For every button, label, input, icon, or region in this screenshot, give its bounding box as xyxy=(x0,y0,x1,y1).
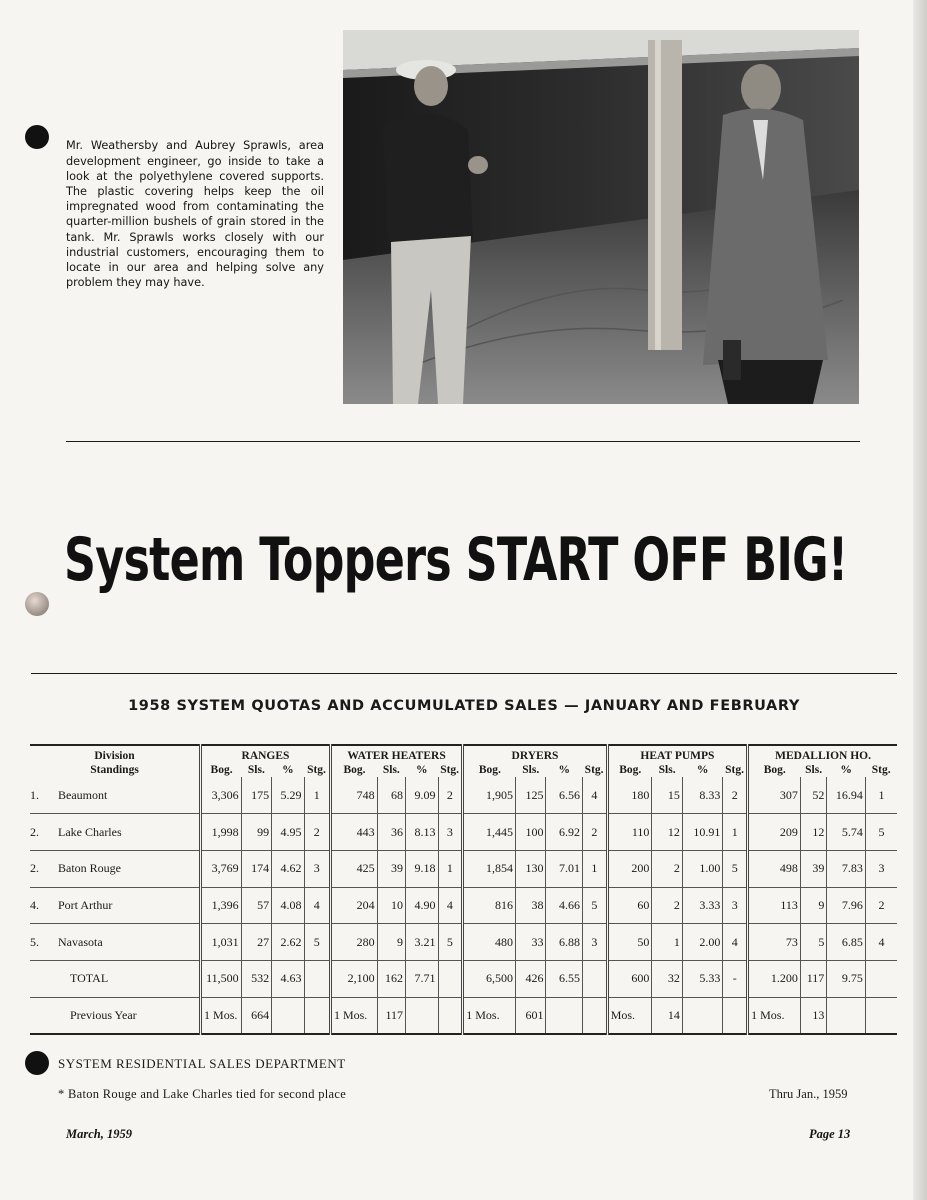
table-cell: 4 xyxy=(438,887,463,924)
table-cell: 7.83 xyxy=(827,850,866,887)
table-cell: 174 xyxy=(241,850,271,887)
table-cell: 5 xyxy=(438,924,463,961)
table-cell: 110 xyxy=(607,814,652,851)
table-cell: 280 xyxy=(330,924,377,961)
table-cell: 1,031 xyxy=(201,924,242,961)
table-row xyxy=(30,887,897,924)
table-cell: 1.00 xyxy=(682,850,723,887)
table-cell: 532 xyxy=(241,960,271,997)
table-cell: 5.29 xyxy=(272,777,304,814)
table-cell: 27 xyxy=(241,924,271,961)
table-cell: 39 xyxy=(800,850,826,887)
table-cell: 601 xyxy=(516,997,546,1034)
subheader-cell: Bog. xyxy=(463,763,516,777)
sales-table xyxy=(30,744,897,1035)
table-cell xyxy=(827,997,866,1034)
table-cell: 2 xyxy=(583,814,608,851)
table-cell: 3,306 xyxy=(201,777,242,814)
table-cell: 3.21 xyxy=(406,924,438,961)
issue-date: March, 1959 xyxy=(66,1127,132,1141)
subheader-cell: Stg. xyxy=(584,764,604,776)
division-rank: 2. xyxy=(30,824,39,839)
group-header-dryers: DRYERS xyxy=(463,745,607,763)
table-row xyxy=(30,814,897,851)
binder-hole-top xyxy=(25,125,49,149)
table-cell: 60 xyxy=(607,887,652,924)
table-cell: 3 xyxy=(865,850,897,887)
table-cell: 50 xyxy=(607,924,652,961)
table-cell: 11,500 xyxy=(201,960,242,997)
division-rank: 2. xyxy=(30,861,39,876)
table-cell: 1,905 xyxy=(463,777,516,814)
thru-date: Thru Jan., 1959 xyxy=(769,1087,848,1101)
table-cell: 12 xyxy=(652,814,682,851)
table-cell: 8.33 xyxy=(682,777,723,814)
table-cell xyxy=(546,997,583,1034)
table-cell: 10.91 xyxy=(682,814,723,851)
table-cell: 1 Mos. xyxy=(201,997,242,1034)
table-title: 1958 SYSTEM QUOTAS AND ACCUMULATED SALES — JANUARY AND FEBRUARY xyxy=(128,698,800,714)
table-cell: 2.00 xyxy=(682,924,723,961)
division-header-line2: Standings xyxy=(90,764,139,776)
table-row xyxy=(30,960,897,997)
table-cell: 1 Mos. xyxy=(748,997,801,1034)
table-cell: 113 xyxy=(748,887,801,924)
table-cell: 5.33 xyxy=(682,960,723,997)
table-cell: 2 xyxy=(865,887,897,924)
table-cell: 5 xyxy=(800,924,826,961)
table-cell: 3.33 xyxy=(682,887,723,924)
table-cell: 2 xyxy=(438,777,463,814)
table-cell: 2 xyxy=(652,887,682,924)
table-cell: 4.90 xyxy=(406,887,438,924)
table-cell: 3,769 xyxy=(201,850,242,887)
table-cell: 200 xyxy=(607,850,652,887)
division-cell xyxy=(30,997,201,1034)
table-cell: 425 xyxy=(330,850,377,887)
table-cell xyxy=(583,960,608,997)
table-cell: 1,998 xyxy=(201,814,242,851)
table-cell: 175 xyxy=(241,777,271,814)
table-cell: 1 xyxy=(583,850,608,887)
table-cell: 4.63 xyxy=(272,960,304,997)
table-cell xyxy=(406,997,438,1034)
table-cell: 125 xyxy=(516,777,546,814)
table-cell: 1 xyxy=(304,777,330,814)
table-cell: 1,445 xyxy=(463,814,516,851)
subheader-cell: % xyxy=(696,764,709,776)
table-cell: 99 xyxy=(241,814,271,851)
table-cell: 443 xyxy=(330,814,377,851)
department-name: SYSTEM RESIDENTIAL SALES DEPARTMENT xyxy=(58,1056,346,1071)
table-cell: 816 xyxy=(463,887,516,924)
page-number: Page 13 xyxy=(809,1127,851,1141)
subheader-cell: Stg. xyxy=(440,764,460,776)
table-cell: 13 xyxy=(800,997,826,1034)
division-cell xyxy=(30,850,201,887)
table-cell: 15 xyxy=(652,777,682,814)
table-cell: 2 xyxy=(652,850,682,887)
division-name: Previous Year xyxy=(70,1007,137,1022)
table-cell: 1 Mos. xyxy=(330,997,377,1034)
photo-illustration xyxy=(343,30,859,404)
division-cell xyxy=(30,814,201,851)
table-cell xyxy=(723,997,748,1034)
table-cell: 162 xyxy=(377,960,405,997)
table-cell: 1.200 xyxy=(748,960,801,997)
table-cell: 4.62 xyxy=(272,850,304,887)
table-cell: 3 xyxy=(723,887,748,924)
table-cell: 57 xyxy=(241,887,271,924)
table-cell: 5.74 xyxy=(827,814,866,851)
subheader-cell: Sls. xyxy=(658,764,676,776)
table-cell: 8.13 xyxy=(406,814,438,851)
table-cell: 1 xyxy=(438,850,463,887)
table-cell: 52 xyxy=(800,777,826,814)
table-cell: 36 xyxy=(377,814,405,851)
table-cell: 6,500 xyxy=(463,960,516,997)
table-cell: 117 xyxy=(377,997,405,1034)
table-cell: 39 xyxy=(377,850,405,887)
table-cell: 426 xyxy=(516,960,546,997)
subheader-cell: Sls. xyxy=(805,764,823,776)
table-cell: 9.75 xyxy=(827,960,866,997)
subheader-cell: Bog. xyxy=(748,763,801,777)
table-cell: 7.71 xyxy=(406,960,438,997)
division-cell xyxy=(30,887,201,924)
table-cell: 748 xyxy=(330,777,377,814)
table-row xyxy=(30,997,897,1034)
subheader-cell: Stg. xyxy=(871,764,891,776)
table-cell: 3 xyxy=(304,850,330,887)
division-name: Port Arthur xyxy=(58,897,113,912)
divider-lower xyxy=(31,673,897,674)
table-cell: 3 xyxy=(583,924,608,961)
division-name: Lake Charles xyxy=(58,824,122,839)
division-cell xyxy=(30,924,201,961)
table-cell: 2 xyxy=(723,777,748,814)
table-cell xyxy=(438,997,463,1034)
tie-footnote: * Baton Rouge and Lake Charles tied for second place xyxy=(58,1087,347,1101)
table-cell: - xyxy=(723,960,748,997)
table-cell: 9.18 xyxy=(406,850,438,887)
table-cell: 68 xyxy=(377,777,405,814)
subheader-cell: Stg. xyxy=(307,764,326,776)
table-cell: 209 xyxy=(748,814,801,851)
divider-upper xyxy=(66,441,860,442)
table-cell: 33 xyxy=(516,924,546,961)
table-cell: 9 xyxy=(800,887,826,924)
table-cell xyxy=(865,960,897,997)
table-cell xyxy=(682,997,723,1034)
table-cell: 9.09 xyxy=(406,777,438,814)
table-cell: 5 xyxy=(583,887,608,924)
photo-caption: Mr. Weathersby and Aubrey Sprawls, area development engineer, go inside to take a look at the polyethylene covered supports. The plastic covering helps keep the oil impregnated wood from contaminating the quarter-million bushels of grain stored in the tank. Mr. Sprawls works closely with our industrial customers, encouraging them to locate in our area and helping solve any problem they may have. xyxy=(66,139,324,290)
subheader-cell: % xyxy=(416,764,428,776)
table-cell: 498 xyxy=(748,850,801,887)
table-cell: 1 xyxy=(865,777,897,814)
table-cell xyxy=(272,997,304,1034)
table-cell: 6.56 xyxy=(546,777,583,814)
table-cell: Mos. xyxy=(607,997,652,1034)
table-cell: 5 xyxy=(723,850,748,887)
subheader-cell: % xyxy=(558,764,570,776)
table-cell: 130 xyxy=(516,850,546,887)
table-row xyxy=(30,850,897,887)
table-cell: 5 xyxy=(865,814,897,851)
table-cell: 2 xyxy=(304,814,330,851)
table-cell: 1 Mos. xyxy=(463,997,516,1034)
subheader-cell: Sls. xyxy=(247,764,265,776)
table-cell: 117 xyxy=(800,960,826,997)
subheader-cell: % xyxy=(840,764,852,776)
table-cell: 4 xyxy=(865,924,897,961)
subheader-cell: Sls. xyxy=(382,764,400,776)
table-cell: 10 xyxy=(377,887,405,924)
table-cell: 38 xyxy=(516,887,546,924)
subheader-cell: Bog. xyxy=(607,763,652,777)
table-cell: 480 xyxy=(463,924,516,961)
division-cell xyxy=(30,960,201,997)
group-header-ranges: RANGES xyxy=(201,745,331,763)
table-cell: 7.96 xyxy=(827,887,866,924)
table-cell: 4 xyxy=(304,887,330,924)
table-cell: 9 xyxy=(377,924,405,961)
table-cell: 2,100 xyxy=(330,960,377,997)
subheader-cell: Bog. xyxy=(330,763,377,777)
table-cell xyxy=(865,997,897,1034)
table-cell: 4.66 xyxy=(546,887,583,924)
division-rank: 1. xyxy=(30,787,39,802)
table-cell: 664 xyxy=(241,997,271,1034)
table-cell: 1,396 xyxy=(201,887,242,924)
table-cell: 600 xyxy=(607,960,652,997)
table-cell: 4.95 xyxy=(272,814,304,851)
division-rank: 5. xyxy=(30,934,39,949)
table-cell: 6.85 xyxy=(827,924,866,961)
table-cell: 204 xyxy=(330,887,377,924)
division-name: Baton Rouge xyxy=(58,861,121,876)
table-cell: 32 xyxy=(652,960,682,997)
binder-hole-middle xyxy=(25,592,49,616)
table-cell: 2.62 xyxy=(272,924,304,961)
table-cell: 5 xyxy=(304,924,330,961)
subheader-cell: Sls. xyxy=(522,764,540,776)
subheader-cell: % xyxy=(282,764,294,776)
table-cell xyxy=(304,997,330,1034)
table-cell xyxy=(583,997,608,1034)
group-header-medallion: MEDALLION HO. xyxy=(748,745,897,763)
binder-hole-bottom xyxy=(25,1051,49,1075)
division-name: Navasota xyxy=(58,934,103,949)
photo-two-men-in-grain-tank xyxy=(343,30,859,404)
headline: System Toppers START OFF BIG! xyxy=(64,525,848,595)
table-cell: 180 xyxy=(607,777,652,814)
table-row xyxy=(30,777,897,814)
table-cell: 14 xyxy=(652,997,682,1034)
table-cell: 3 xyxy=(438,814,463,851)
table-cell: 1,854 xyxy=(463,850,516,887)
subheader-cell: Stg. xyxy=(725,764,744,776)
table-cell xyxy=(438,960,463,997)
table-cell: 12 xyxy=(800,814,826,851)
division-cell xyxy=(30,777,201,814)
table-cell: 4 xyxy=(723,924,748,961)
table-cell: 6.88 xyxy=(546,924,583,961)
table-cell: 4 xyxy=(583,777,608,814)
table-cell: 7.01 xyxy=(546,850,583,887)
subheader-cell: Bog. xyxy=(201,763,242,777)
table-cell: 6.55 xyxy=(546,960,583,997)
table-cell: 16.94 xyxy=(827,777,866,814)
table-row xyxy=(30,924,897,961)
group-header-heat-pumps: HEAT PUMPS xyxy=(607,745,747,763)
table-cell: 6.92 xyxy=(546,814,583,851)
division-header-line1: Division xyxy=(30,745,201,763)
division-name: Beaumont xyxy=(58,787,108,802)
division-rank: 4. xyxy=(30,897,39,912)
division-name: TOTAL xyxy=(70,971,109,986)
table-cell xyxy=(304,960,330,997)
page-edge-shadow xyxy=(913,0,927,1200)
table-cell: 73 xyxy=(748,924,801,961)
table-cell: 1 xyxy=(652,924,682,961)
table-cell: 1 xyxy=(723,814,748,851)
group-header-water-heaters: WATER HEATERS xyxy=(330,745,462,763)
table-cell: 307 xyxy=(748,777,801,814)
table-cell: 100 xyxy=(516,814,546,851)
table-cell: 4.08 xyxy=(272,887,304,924)
